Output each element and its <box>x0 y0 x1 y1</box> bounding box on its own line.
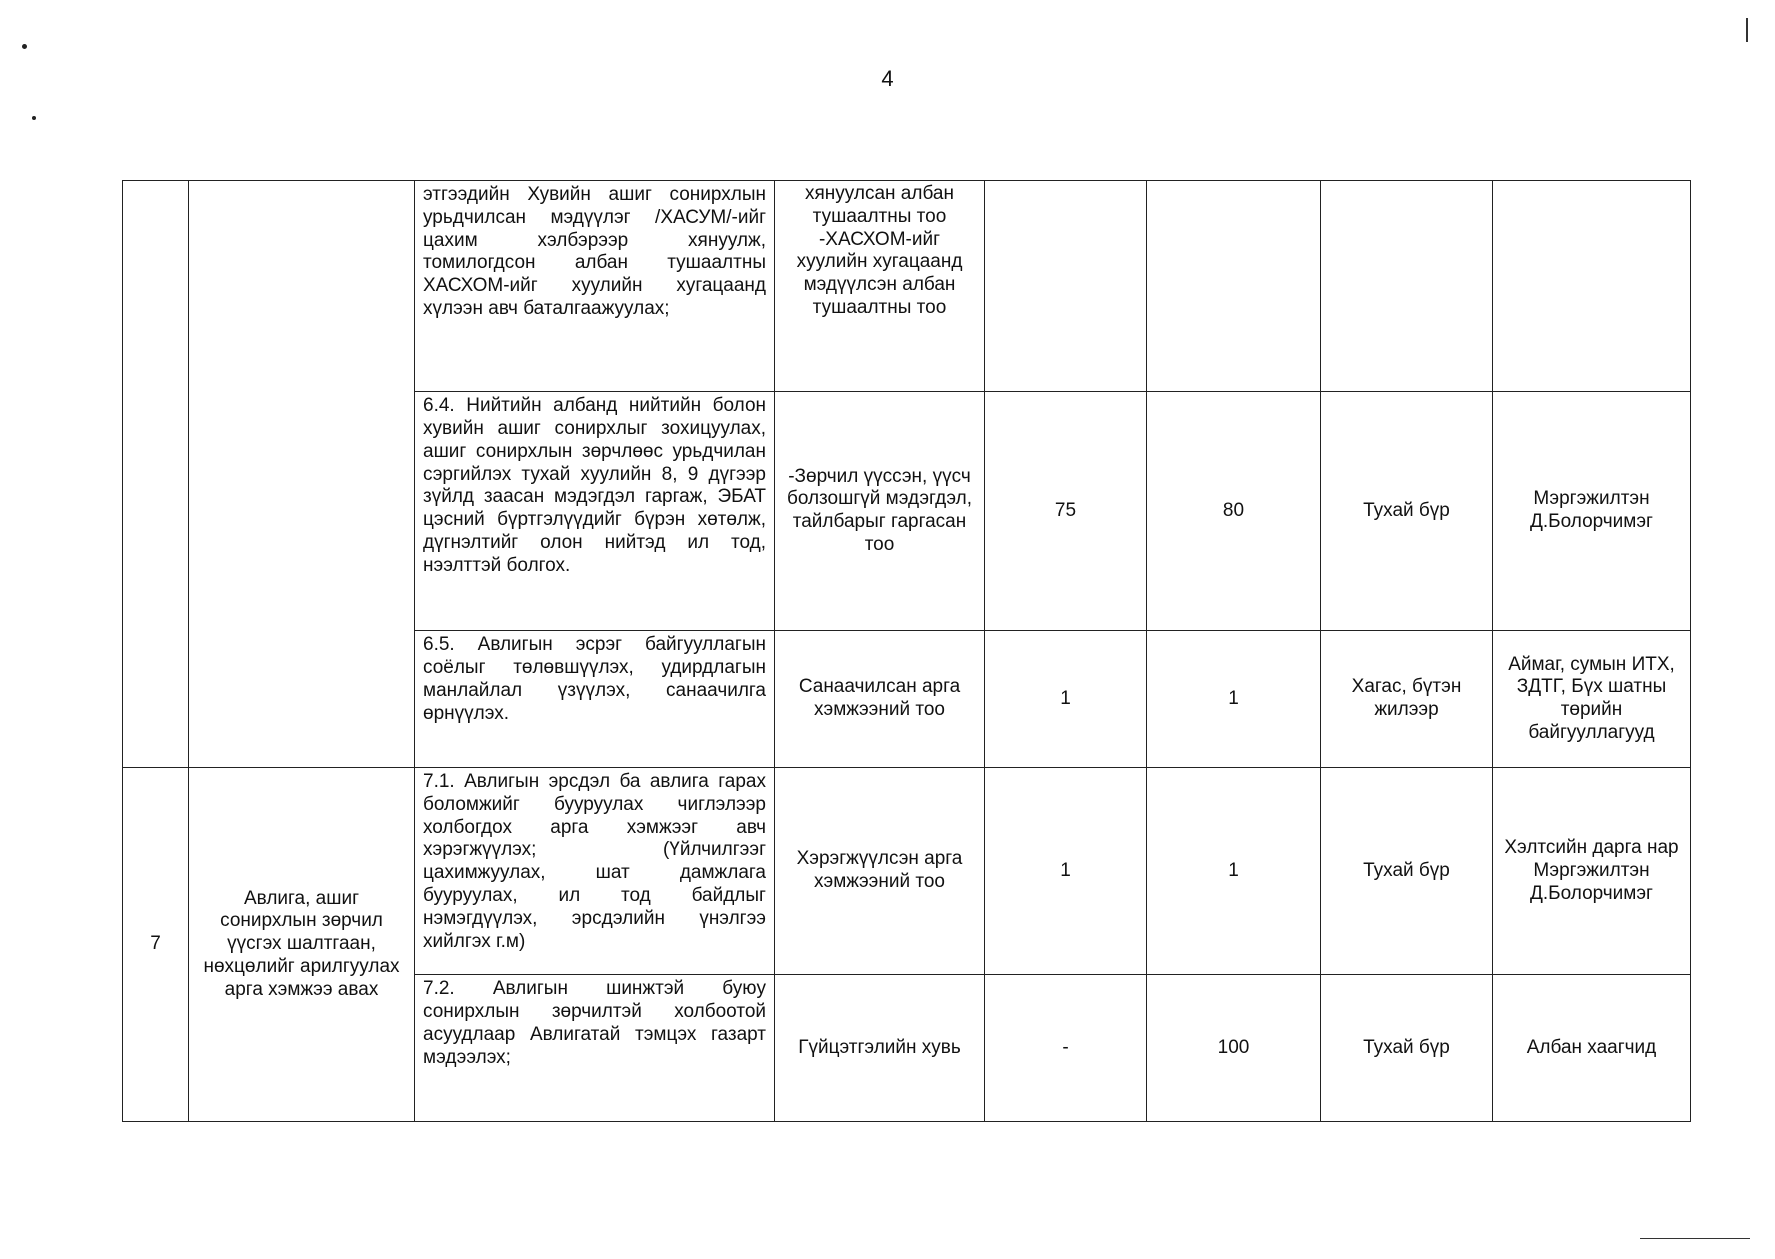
target-cell: 80 <box>1147 392 1321 631</box>
timeframe-cell <box>1321 181 1493 392</box>
table-row <box>123 181 1691 392</box>
row-number-cell <box>123 181 189 768</box>
target-cell: 1 <box>1147 768 1321 975</box>
activity-cell: этгээдийн Хувийн ашиг сонирхлын урьдчилсан мэдүүлэг /ХАСУМ/-ийг цахим хэлбэрээр хянуулж, томилогдсон албан тушаалтны ХАСХОМ-ийг хуулийн хугацаанд хүлээн авч баталгаажуулах; <box>415 181 775 392</box>
baseline-cell <box>985 181 1147 392</box>
indicator-cell: Хэрэгжүүлсэн арга хэмжээний тоо <box>775 768 985 975</box>
row-number-cell: 7 <box>123 768 189 1122</box>
target-cell: 1 <box>1147 631 1321 768</box>
goal-cell <box>189 181 415 768</box>
scan-speck <box>32 116 36 120</box>
baseline-cell: 1 <box>985 631 1147 768</box>
activity-cell: 6.4. Нийтийн албанд нийтийн болон хувийн ашиг сонирхлыг зохицуулах, ашиг сонирхлын зөрчлөөс урьдчилан сэргийлэх тухай хуулийн 8, 9 дүгээр зүйлд заасан мэдэгдэл гаргаж, ЭБАТ цэсний бүртгэлүүдийг бүрэн хөтөлж, дүгнэлтийг олон нийтэд ил тод, нээлттэй болгох. <box>415 392 775 631</box>
baseline-cell: 75 <box>985 392 1147 631</box>
timeframe-cell: Хагас, бүтэн жилээр <box>1321 631 1493 768</box>
responsible-cell: Албан хаагчид <box>1493 975 1691 1122</box>
activity-cell: 7.2. Авлигын шинжтэй буюу сонирхлын зөрчилтэй холбоотой асуудлаар Авлигатай тэмцэх газарт мэдээлэх; <box>415 975 775 1122</box>
indicator-cell: -Зөрчил үүссэн, үүсч болзошгүй мэдэгдэл, тайлбарыг гаргасан тоо <box>775 392 985 631</box>
responsible-cell: Мэргэжилтэн Д.Болорчимэг <box>1493 392 1691 631</box>
goal-cell: Авлига, ашиг сонирхлын зөрчил үүсгэх шалтгаан, нөхцөлийг арилгуулах арга хэмжээ авах <box>189 768 415 1122</box>
action-plan-table <box>122 180 1691 1122</box>
target-cell <box>1147 181 1321 392</box>
page-number: 4 <box>881 66 894 91</box>
responsible-cell: Хэлтсийн дарга нар Мэргэжилтэн Д.Болорчимэг <box>1493 768 1691 975</box>
scan-mark <box>1640 1238 1750 1239</box>
timeframe-cell: Тухай бүр <box>1321 768 1493 975</box>
activity-cell: 7.1. Авлигын эрсдэл ба авлига гарах боломжийг бууруулах чиглэлээр холбогдох арга хэмжээг авч хэрэгжүүлэх; (Үйлчилгээг цахимжуулах, шат дамжлага бууруулах, ил тод байдлыг нэмэгдүүлэх, эрсдэлийн үнэлгээ хийлгэх г.м) <box>415 768 775 975</box>
target-cell: 100 <box>1147 975 1321 1122</box>
scan-mark <box>1746 18 1748 42</box>
responsible-cell: Аймаг, сумын ИТХ, ЗДТГ, Бүх шатны төрийн байгууллагууд <box>1493 631 1691 768</box>
scan-speck <box>22 44 27 49</box>
indicator-cell: Гүйцэтгэлийн хувь <box>775 975 985 1122</box>
activity-cell: 6.5. Авлигын эсрэг байгууллагын соёлыг төлөвшүүлэх, удирдлагын манлайлал үзүүлэх, санаачилга өрнүүлэх. <box>415 631 775 768</box>
baseline-cell: - <box>985 975 1147 1122</box>
indicator-cell: Санаачилсан арга хэмжээний тоо <box>775 631 985 768</box>
indicator-cell: хянуулсан албан тушаалтны тоо -ХАСХОМ-ийг хуулийн хугацаанд мэдүүлсэн албан тушаалтны тоо <box>775 181 985 392</box>
table-row <box>123 768 1691 975</box>
responsible-cell <box>1493 181 1691 392</box>
timeframe-cell: Тухай бүр <box>1321 975 1493 1122</box>
baseline-cell: 1 <box>985 768 1147 975</box>
timeframe-cell: Тухай бүр <box>1321 392 1493 631</box>
